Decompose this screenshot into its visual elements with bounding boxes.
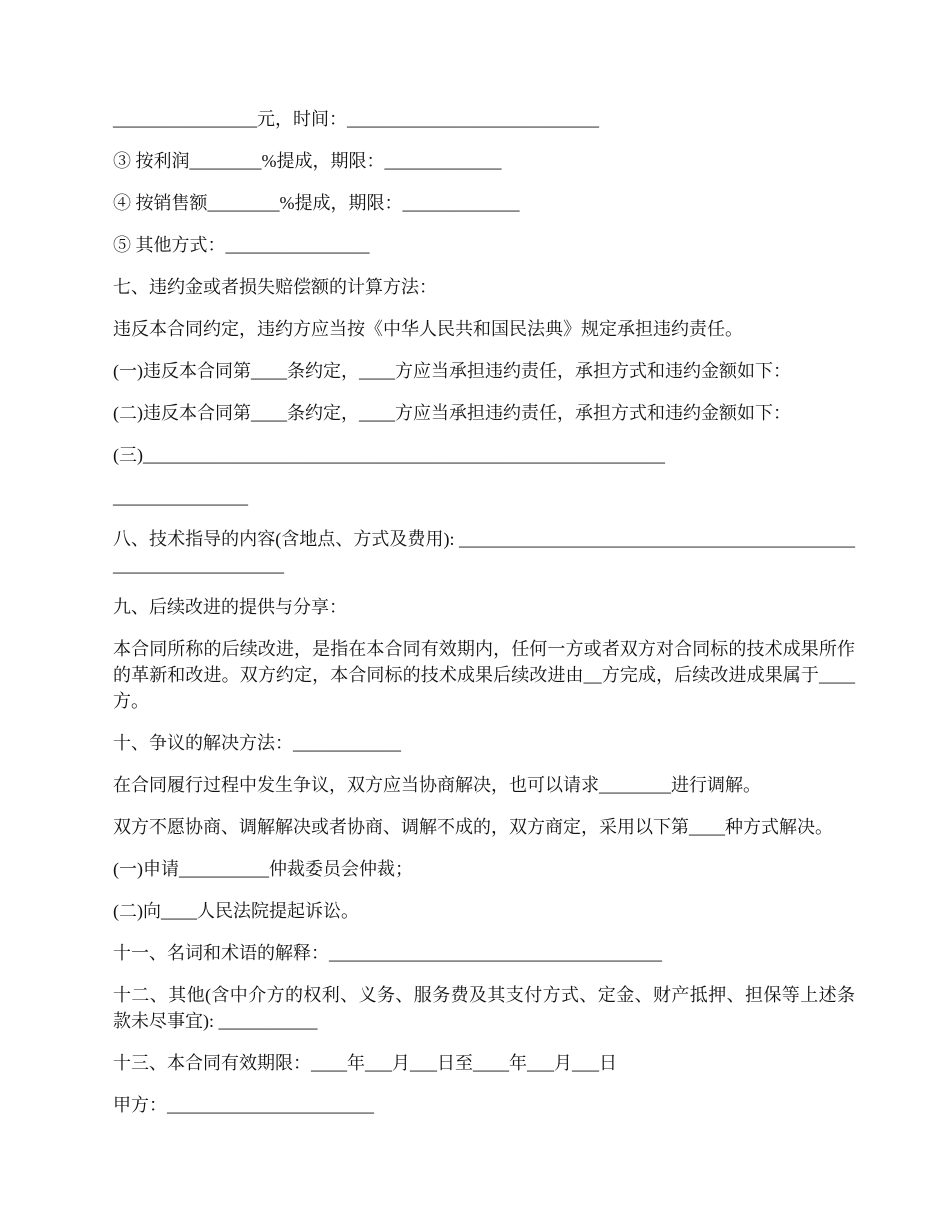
item-1-arbitration-option: (一)申请__________仲裁委员会仲裁； (113, 859, 413, 879)
para-breach-liability-statement: 违反本合同约定，违约方应当按《中华人民共和国民法典》规定承担违约责任。 (113, 319, 743, 339)
item-4-sales-percentage: ④ 按销售额________%提成，期限：_____________ (113, 193, 520, 213)
continuation-blank-line: _______________ (113, 487, 248, 507)
heading-9-follow-up-improvements: 九、后续改进的提供与分享： (113, 597, 347, 617)
heading-11-terms-definitions: 十一、名词和术语的解释：_____________________________________ (113, 943, 662, 963)
heading-8-technical-guidance: 八、技术指导的内容(含地点、方式及费用): _______________________________________________________________ (113, 529, 855, 575)
item-2-breach-clause: (二)违反本合同第____条约定，____方应当承担违约责任，承担方式和违约金额如下： (113, 403, 791, 423)
para-follow-up-improvements-body: 本合同所称的后续改进，是指在本合同有效期内，任何一方或者双方对合同标的技术成果所作的革新和改进。双方约定，本合同标的技术成果后续改进由__方完成，后续改进成果属于____方。 (113, 639, 855, 711)
heading-12-other-matters: 十二、其他(含中介方的权利、义务、服务费及其支付方式、定金、财产抵押、担保等上述条款未尽事宜): ___________ (113, 985, 855, 1031)
item-5-other-method: ⑤ 其他方式：________________ (113, 235, 370, 255)
heading-13-contract-validity: 十三、本合同有效期限：____年___月___日至____年___月___日 (113, 1053, 617, 1073)
item-2-litigation-option: (二)向____人民法院提起诉讼。 (113, 901, 359, 921)
item-3-breach-blank-line: (三)__________________________________________________________ (113, 445, 665, 465)
item-3-profit-percentage: ③ 按利润________%提成，期限：_____________ (113, 151, 502, 171)
para-negotiation-mediation: 在合同履行过程中发生争议，双方应当协商解决，也可以请求________进行调解。 (113, 775, 761, 795)
line-party-a-signature: 甲方：_______________________ (113, 1095, 374, 1115)
item-1-breach-clause: (一)违反本合同第____条约定，____方应当承担违约责任，承担方式和违约金额如下： (113, 361, 791, 381)
line-amount-and-time-blank: ________________元，时间：____________________________ (113, 109, 599, 129)
heading-10-dispute-resolution: 十、争议的解决方法：____________ (113, 733, 401, 753)
para-dispute-method-choice: 双方不愿协商、调解解决或者协商、调解不成的，双方商定，采用以下第____种方式解决。 (113, 817, 833, 837)
heading-7-damages-calculation: 七、违约金或者损失赔偿额的计算方法： (113, 277, 437, 297)
